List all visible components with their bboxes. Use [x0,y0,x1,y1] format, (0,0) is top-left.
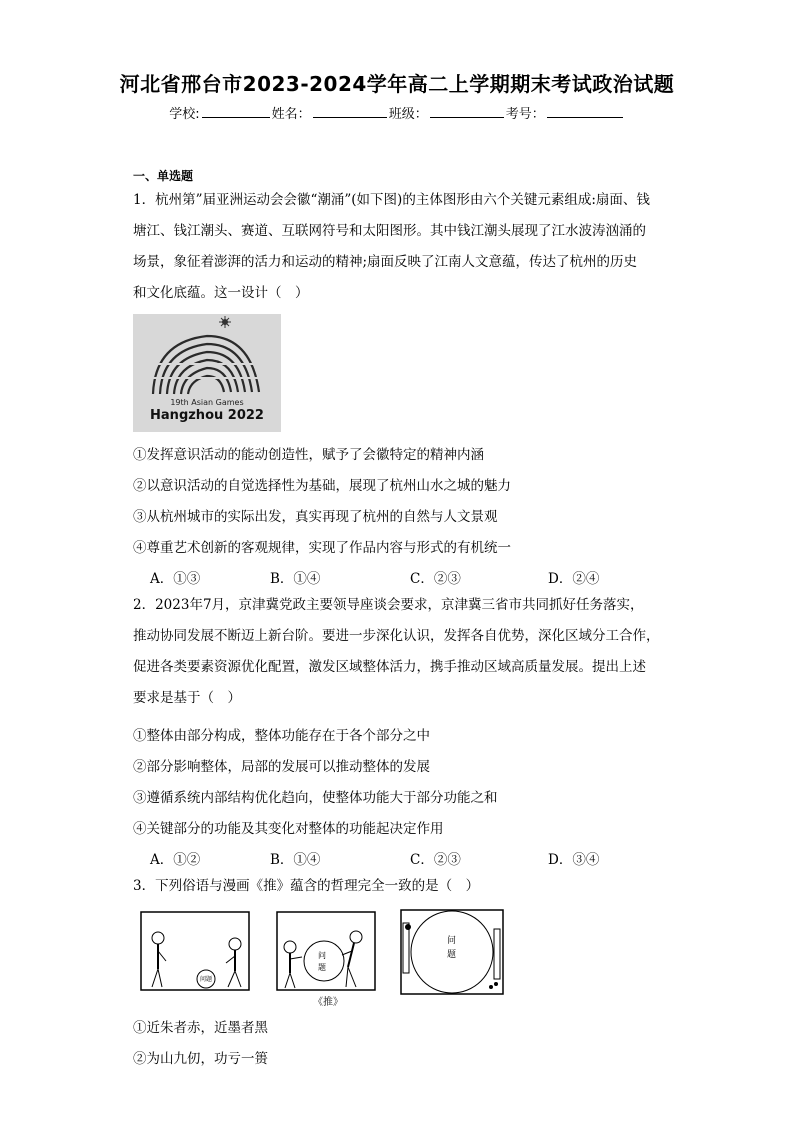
question-1-option: ③从杭州城市的实际出发，真实再现了杭州的自然与人文景观 [133,509,498,525]
question-1-stem-line: 塘江、钱江潮头、赛道、互联网符号和太阳图形。其中钱江潮头展现了江水波涛汹涌的 [133,223,646,239]
question-3-option: ①近朱者赤，近墨者黑 [133,1020,268,1036]
name-blank[interactable] [313,105,387,118]
section-heading: 一、单选题 [133,169,194,183]
choice-d[interactable]: D．②④ [548,571,600,587]
comic-panel-3 [400,909,504,995]
comic-push-icon [276,911,376,991]
comic-figures-icon [140,911,250,991]
question-2-stem-line: 2．2023年7月，京津冀党政主要领导座谈会要求，京津冀三省市共同抓好任务落实， [133,597,644,613]
choice-a[interactable]: A．①③ [150,571,201,587]
question-1-choices [150,567,630,585]
comic-panel-2-label-bottom: 题 [318,963,326,972]
question-1-option: ①发挥意识活动的能动创造性，赋予了会徽特定的精神内涵 [133,447,484,463]
choice-d[interactable]: D．③④ [548,852,600,868]
question-2-stem-line: 推动协同发展不断迈上新台阶。要进一步深化认识，发挥各自优势，深化区域分工合作， [133,628,660,644]
question-1-stem-line: 场景，象征着澎湃的活力和运动的精神;扇面反映了江南人文意蕴，传达了杭州的历史 [133,254,638,270]
question-1-stem-line: 1．杭州第”届亚洲运动会会徽“潮涌”(如下图)的主体图形由六个关键元素组成:扇面、钱 [133,192,650,208]
name-label: 姓名： [271,107,311,122]
comic-panel-2 [276,911,376,991]
class-blank[interactable] [430,105,504,118]
comic-panel-3-label-bottom: 题 [447,950,457,960]
question-2-option: ①整体由部分构成，整体功能存在于各个部分之中 [133,728,430,744]
comic-caption: 《推》 [313,997,343,1008]
question-3-stem-line: 3．下列俗语与漫画《推》蕴含的哲理完全一致的是（ ） [133,878,480,894]
comic-panel-2-label-top: 问 [318,951,326,960]
class-label: 班级： [388,107,428,122]
page-title: 河北省邢台市2023-2024学年高二上学期期末考试政治试题 [119,72,675,96]
question-2-stem-line: 促进各类要素资源优化配置，激发区域整体活力，携手推动区域高质量发展。提出上述 [133,659,646,675]
logo-caption-large: Hangzhou 2022 [150,408,264,423]
choice-b[interactable]: B．①④ [270,852,321,868]
choice-c[interactable]: C．②③ [410,852,461,868]
question-2-option: ③遵循系统内部结构优化趋向，使整体功能大于部分功能之和 [133,790,498,806]
exam-number-blank[interactable] [547,105,623,118]
question-2-choices [150,848,630,866]
question-1-option: ②以意识活动的自觉选择性为基础，展现了杭州山水之城的魅力 [133,478,511,494]
comic-panel-1-label: 问题 [199,976,212,983]
question-2-option: ②部分影响整体，局部的发展可以推动整体的发展 [133,759,430,775]
question-3-option: ②为山九仞，功亏一篑 [133,1051,268,1067]
school-label: 学校: [169,107,200,122]
exam-number-label: 考号： [505,107,545,122]
choice-c[interactable]: C．②③ [410,571,461,587]
comic-panel-1 [140,911,250,991]
question-2-option: ④关键部分的功能及其变化对整体的功能起决定作用 [133,821,444,837]
student-info-line [0,103,794,122]
asian-games-logo-image [133,314,281,432]
question-1-stem-line: 和文化底蕴。这一设计（ ） [133,285,309,301]
school-blank[interactable] [202,105,270,118]
choice-b[interactable]: B．①④ [270,571,321,587]
choice-a[interactable]: A．①② [150,852,201,868]
comic-panel-3-label-top: 问 [447,936,457,946]
logo-caption-small: 19th Asian Games [170,398,244,407]
question-1-option: ④尊重艺术创新的客观规律，实现了作品内容与形式的有机统一 [133,540,511,556]
question-2-stem-line: 要求是基于（ ） [133,690,241,706]
